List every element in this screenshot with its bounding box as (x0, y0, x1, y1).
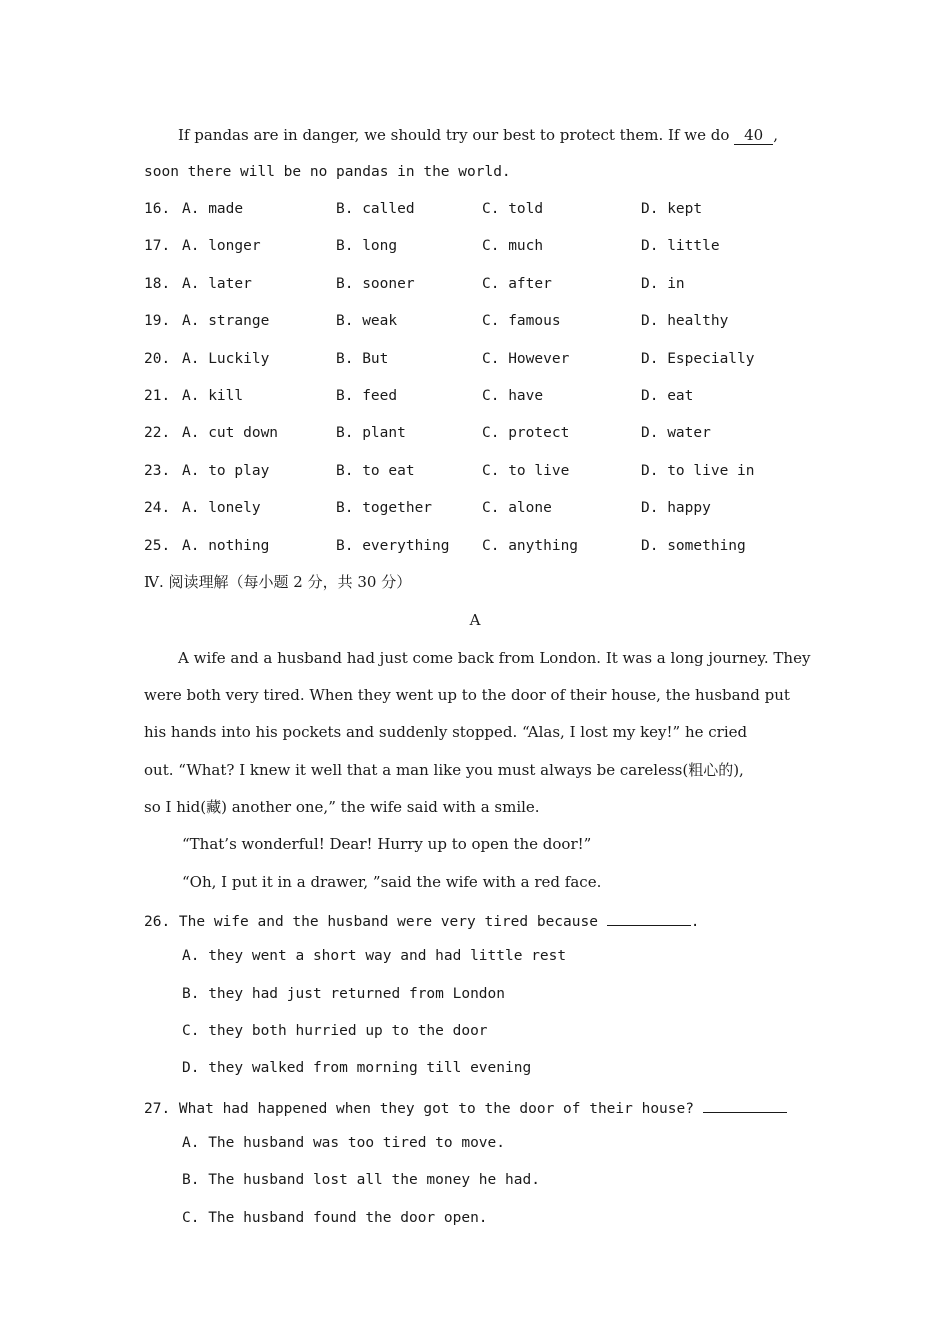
option-c[interactable]: C. However (482, 351, 570, 367)
question-27-stem: 27. What had happened when they got to the door of their house? (144, 1101, 694, 1117)
option-d[interactable]: D. in (641, 276, 685, 292)
option-b[interactable]: B. plant (336, 425, 406, 441)
option-b[interactable]: B. sooner (336, 276, 415, 292)
answer-blank-26[interactable] (607, 909, 691, 926)
dialogue-line-2: “Oh, I put it in a drawer, ”said the wife with a red face. (182, 873, 602, 891)
option-d[interactable]: D. Especially (641, 351, 755, 367)
option-c[interactable]: C. anything (482, 538, 579, 554)
option-a[interactable]: A. lonely (182, 500, 261, 516)
question-26-option-d: D. they walked from morning till evening (182, 1060, 532, 1076)
option-a[interactable]: A. cut down (182, 425, 279, 441)
option-c[interactable]: C. famous (482, 313, 561, 329)
question-number: 22. (144, 425, 171, 441)
option-a[interactable]: A. to play (182, 463, 270, 479)
question-number: 21. (144, 388, 171, 404)
question-number: 23. (144, 463, 171, 479)
option-d[interactable]: D. water (641, 425, 711, 441)
passage-line-5: so I hid(藏) another one,” the wife said with a smile. (144, 798, 540, 816)
option-b[interactable]: B. together (336, 500, 433, 516)
option-b[interactable]: B. long (336, 238, 398, 254)
option-a[interactable]: A. Luckily (182, 351, 270, 367)
option-a[interactable]: A. later (182, 276, 252, 292)
question-27-option-a: A. The husband was too tired to move. (182, 1135, 506, 1151)
option-d[interactable]: D. something (641, 538, 746, 554)
option-d[interactable]: D. healthy (641, 313, 729, 329)
passage-line-4: out. “What? I knew it well that a man like you must always be careless(粗心的), (144, 761, 744, 779)
question-26-end: . (690, 914, 700, 930)
option-a[interactable]: A. made (182, 201, 244, 217)
option-b[interactable]: B. feed (336, 388, 398, 404)
option-d[interactable]: D. happy (641, 500, 711, 516)
section-header: Ⅳ. 阅读理解（每小题 2 分，共 30 分） (144, 573, 412, 591)
option-b[interactable]: B. But (336, 351, 389, 367)
question-26-option-b: B. they had just returned from London (182, 986, 506, 1002)
option-c[interactable]: C. have (482, 388, 544, 404)
option-a[interactable]: A. strange (182, 313, 270, 329)
option-c[interactable]: C. alone (482, 500, 552, 516)
option-c[interactable]: C. told (482, 201, 544, 217)
option-c[interactable]: C. to live (482, 463, 570, 479)
question-26-option-c: C. they both hurried up to the door (182, 1023, 488, 1039)
option-a[interactable]: A. nothing (182, 538, 270, 554)
question-27-option-b: B. The husband lost all the money he had. (182, 1172, 540, 1188)
question-number: 16. (144, 201, 171, 217)
option-d[interactable]: D. eat (641, 388, 694, 404)
option-c[interactable]: C. protect (482, 425, 570, 441)
option-d[interactable]: D. to live in (641, 463, 755, 479)
cloze-blank-40: 40 (734, 126, 773, 145)
question-number: 25. (144, 538, 171, 554)
option-d[interactable]: D. kept (641, 201, 703, 217)
question-number: 20. (144, 351, 171, 367)
question-26 (144, 909, 699, 932)
option-b[interactable]: B. everything (336, 538, 450, 554)
dialogue-line-1: “That’s wonderful! Dear! Hurry up to open the door!” (182, 835, 592, 853)
option-c[interactable]: C. after (482, 276, 552, 292)
option-b[interactable]: B. called (336, 201, 415, 217)
question-27 (144, 1096, 787, 1119)
intro-line-1-end: , (773, 126, 779, 144)
option-a[interactable]: A. longer (182, 238, 261, 254)
option-d[interactable]: D. little (641, 238, 720, 254)
option-a[interactable]: A. kill (182, 388, 244, 404)
passage-line-3: his hands into his pockets and suddenly stopped. “Alas, I lost my key!” he cried (144, 723, 748, 741)
question-number: 17. (144, 238, 171, 254)
option-c[interactable]: C. much (482, 238, 544, 254)
question-number: 24. (144, 500, 171, 516)
intro-line-1 (178, 125, 778, 145)
passage-line-1: A wife and a husband had just come back from London. It was a long journey. They (178, 649, 811, 667)
intro-line-1-text: If pandas are in danger, we should try our best to protect them. If we do (178, 126, 730, 144)
passage-label: A (469, 611, 481, 629)
question-26-stem: 26. The wife and the husband were very tired because (144, 914, 598, 930)
option-b[interactable]: B. to eat (336, 463, 415, 479)
question-number: 19. (144, 313, 171, 329)
option-b[interactable]: B. weak (336, 313, 398, 329)
question-number: 18. (144, 276, 171, 292)
question-26-option-a: A. they went a short way and had little rest (182, 948, 567, 964)
question-27-option-c: C. The husband found the door open. (182, 1210, 488, 1226)
answer-blank-27[interactable] (703, 1096, 787, 1113)
intro-line-2: soon there will be no pandas in the world. (144, 164, 511, 180)
passage-line-2: were both very tired. When they went up to the door of their house, the husband put (144, 686, 790, 704)
